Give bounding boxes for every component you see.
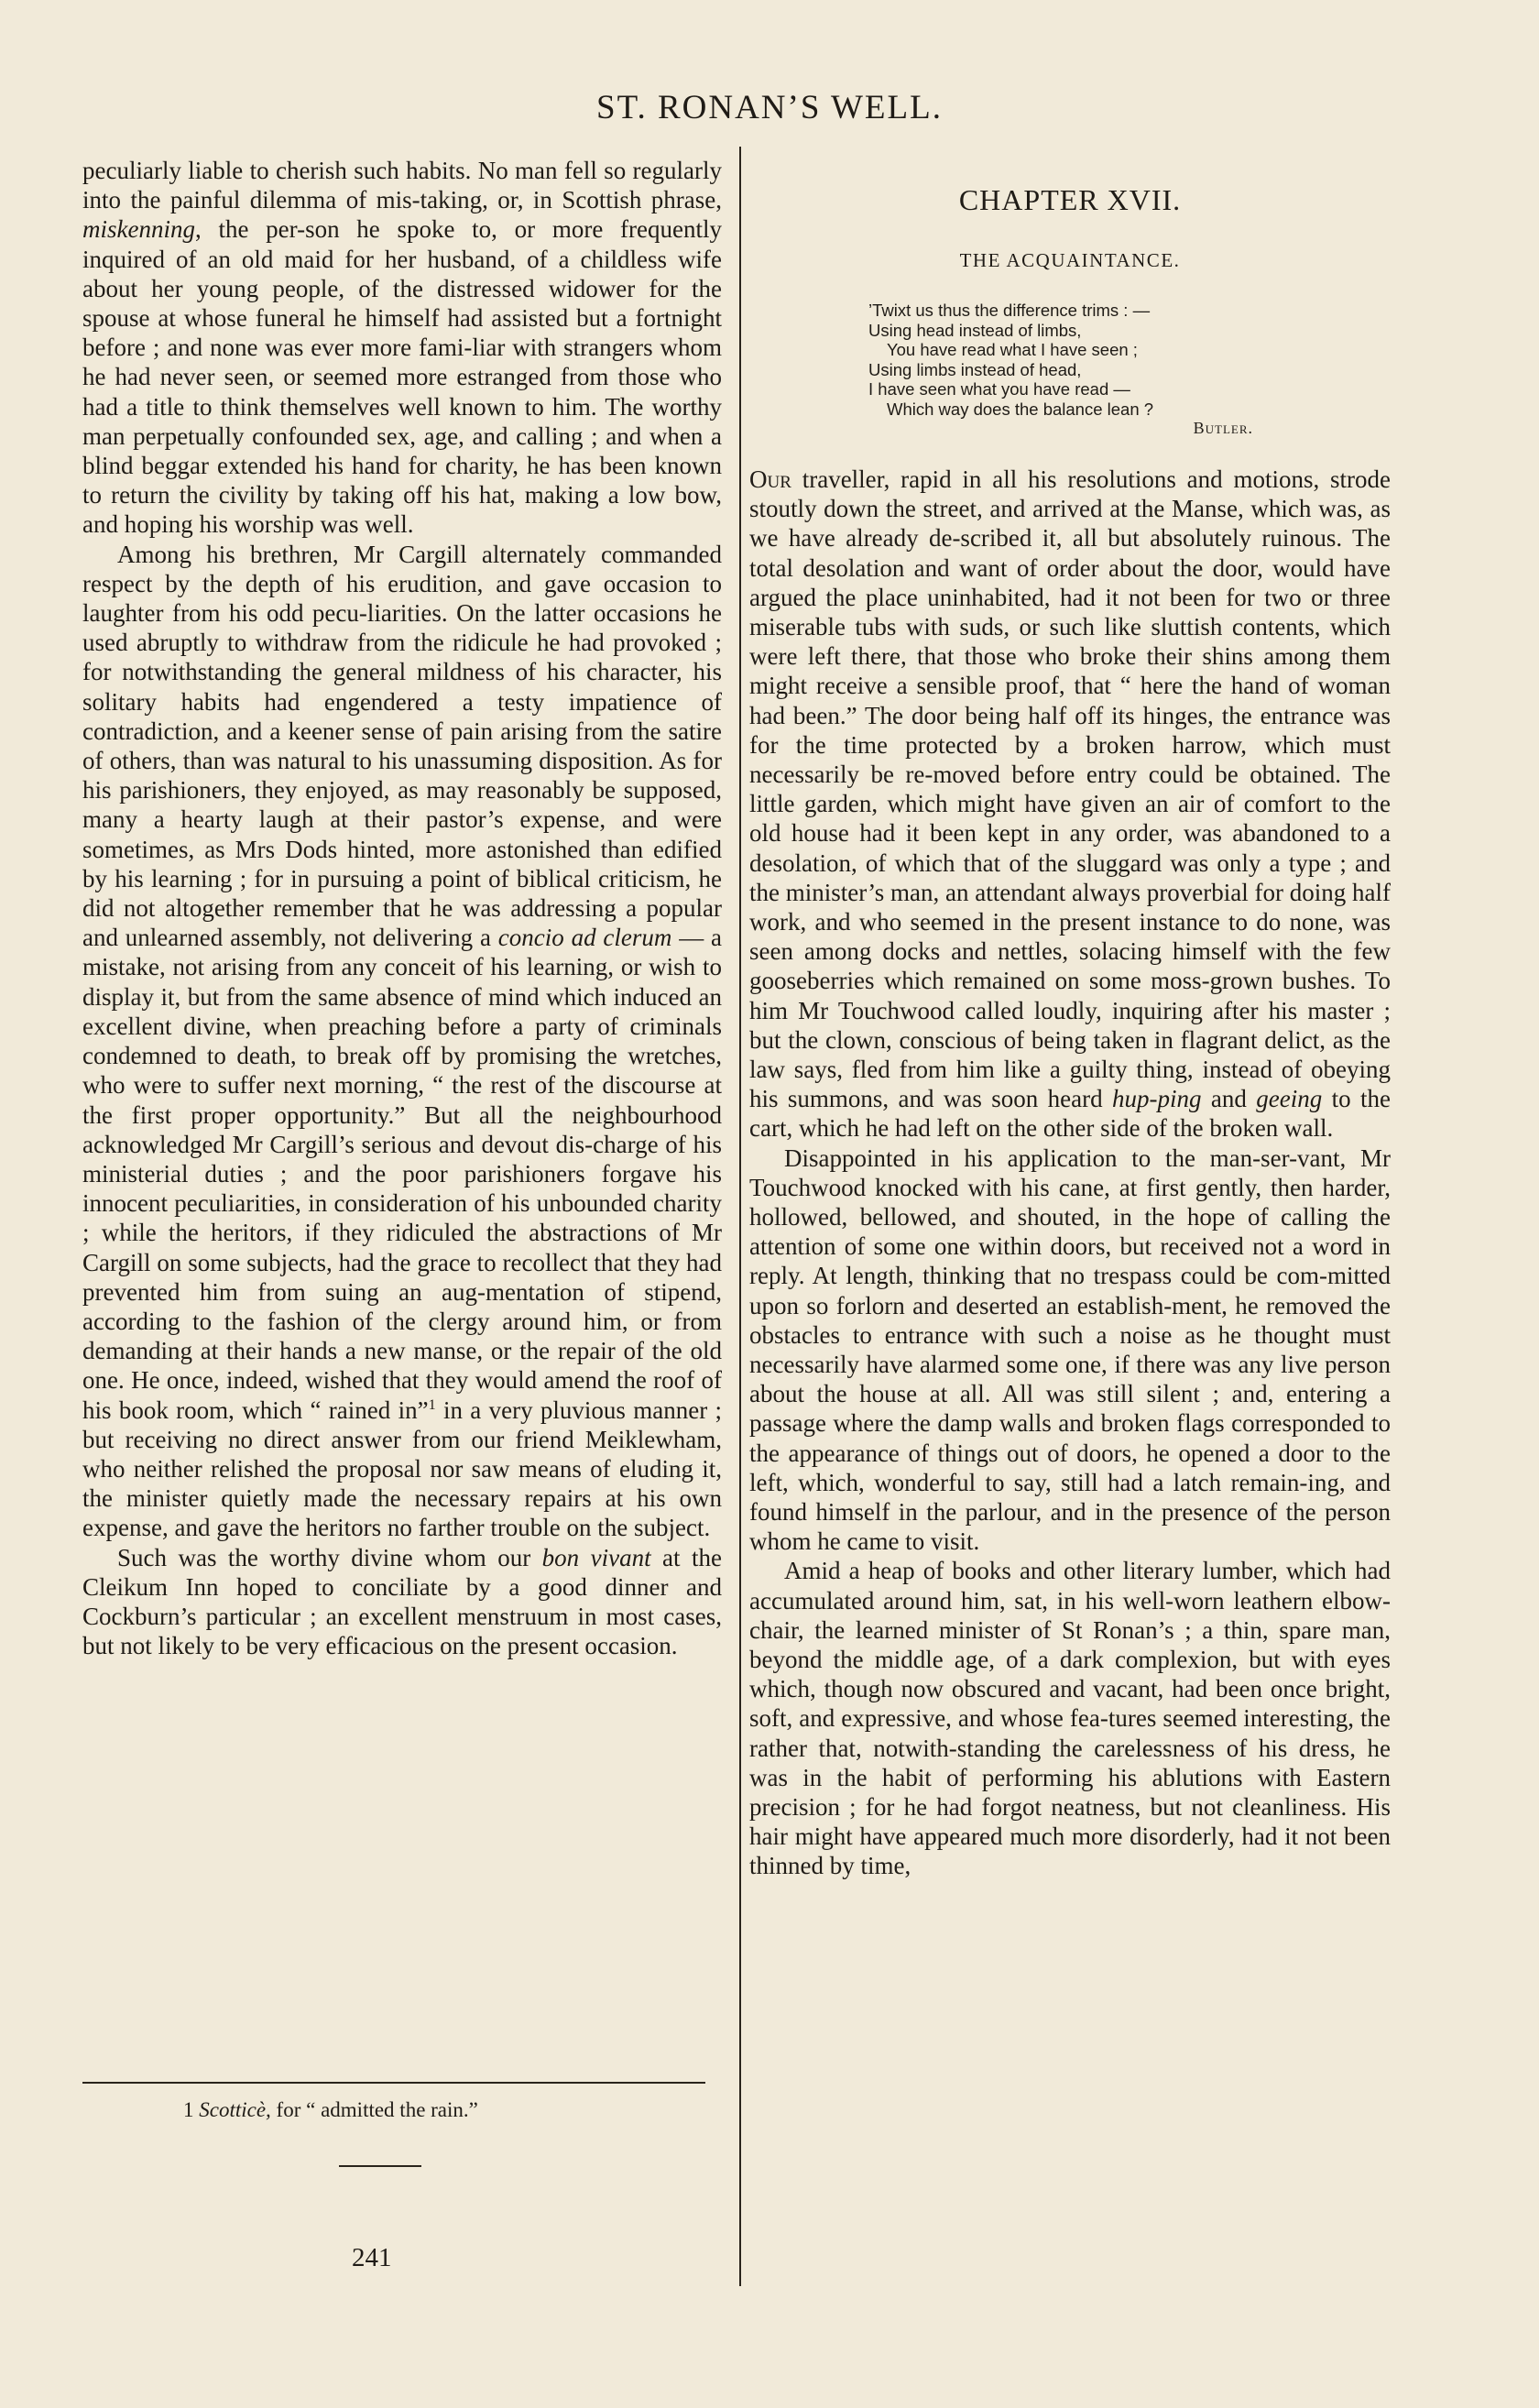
footnote-marker: 1 xyxy=(183,2098,194,2121)
epigraph xyxy=(868,301,1272,439)
paragraph xyxy=(82,1543,722,1661)
epigraph-line: ’Twixt us thus the difference trims : — xyxy=(868,301,1151,321)
epigraph-line: I have seen what you have read — xyxy=(868,379,1130,400)
chapter-title: CHAPTER XVII. xyxy=(958,183,1182,216)
epigraph-line: Using head instead of limbs, xyxy=(868,320,1082,340)
chapter-subtitle: THE ACQUAINTANCE. xyxy=(959,249,1181,272)
footnote-rule xyxy=(82,2082,705,2084)
paragraph xyxy=(82,540,722,1543)
paragraph xyxy=(749,465,1391,1144)
epigraph-line: You have read what I have seen ; xyxy=(887,340,1138,360)
text-run: in a very pluvious manner ; but receiving no direct answer from our friend Meiklewham, who neither relished the proposal nor saw means of eluding it, the minister quietly made the necessary repairs at his own expense, and gave the heritors no farther trouble on the subject. xyxy=(82,1396,723,1542)
italic-run: geeing xyxy=(1256,1085,1323,1113)
footnote-text: for “ admitted the rain.” xyxy=(270,2098,478,2121)
text-run: and xyxy=(1201,1085,1257,1113)
paragraph: Amid a heap of books and other literary lumber, which had accumulated around him, sat, in his well-worn leathern elbow-chair, the learned minister of St Ronan’s ; a thin, spare man, beyond the middle age, of a dark complexion, but with eyes which, though now obscured and vacant, had been once bright, soft, and expressive, and whose fea-tures seemed interesting, the rather that, notwith-standing the carelessness of his dress, he was in the habit of performing his ablutions with Eastern precision ; for he had forgot neatness, but not cleanliness. His hair might have appeared much more disorderly, had it not been thinned by time, xyxy=(749,1557,1391,1880)
epigraph-line: Using limbs instead of head, xyxy=(868,359,1082,379)
text-run: Such was the worthy divine whom our xyxy=(117,1543,542,1571)
text-run: Among his brethren, Mr Cargill alternately commanded respect by the depth of his erudition, and gave occasion to laughter from his odd pecu-liarities. On the latter occasions he used abruptly to withdraw from the ridicule he had provoked ; for notwithstanding the general mildness of his character, his solitary habits had engendered a testy impatience of contradiction, and a keener sense of pain arising from the satire of others, than was natural to his unassuming disposition. As for his parishioners, they enjoyed, as may reasonably be supposed, many a hearty laugh at their pastor’s expense, and were sometimes, as Mrs Dods hinted, more astonished than edified by his learning ; for in pursuing a point of biblical criticism, he did not altogether remember that he was addressing a popular and unlearned assembly, not delivering a xyxy=(82,540,722,952)
text-run: , the per-son he spoke to, or more frequently inquired of an old maid for her husband, of a childless wife about her young people, of the distressed widower for the spouse at whose funeral he himself had assisted but a fortnight before ; and none was ever more fami-liar with strangers whom he had never seen, or seemed more estranged from those who had a title to think themselves well known to him. The worthy man perpetually confounded sex, age, and calling ; and when a blind beggar extended his hand for charity, he has been known to return the civility by taking off his hat, making a low bow, and hoping his worship was well. xyxy=(82,215,722,539)
italic-run: hup-ping xyxy=(1112,1085,1202,1113)
epigraph-attribution: Butler. xyxy=(1193,419,1253,438)
drop-word: Our xyxy=(749,465,791,493)
paragraph: Disappointed in his application to the man-ser-vant, Mr Touchwood knocked with his cane, at first gently, then harder, hollowed, bellowed, and shouted, in the hope of calling the attention of some one within doors, but received not a word in reply. At length, thinking that no trespass could be com-mitted upon so forlorn and deserted an establish-ment, he removed the obstacles to entrance with such a noise as he thought must necessarily have alarmed some one, if there was any live person about the house at all. All was still silent ; and, entering a passage where the damp walls and broken flags corresponded to the appearance of things out of doors, he opened a door to the left, which, wonderful to say, still had a latch remain-ing, and found himself in the parlour, and in the presence of the person whom he came to visit. xyxy=(749,1144,1391,1556)
text-run: — a mistake, not arising from any conceit of his learning, or wish to display it, but from the same absence of mind which induced an excellent divine, when preaching before a party of criminals condemned to death, to break off by promising the wretches, who were to suffer next morning, “ the rest of the discourse at the first proper opportunity.” But all the neighbourhood acknowledged Mr Cargill’s serious and devout dis-charge of his ministerial duties ; and the poor parishioners forgave his innocent peculiarities, in consideration of his unbounded charity ; while the heritors, if they ridiculed the abstractions of Mr Cargill on some subjects, had the grace to recollect that they had prevented him from suing an aug-mentation of stipend, according to the fashion of the clergy around him, or from demanding at their hands a new manse, or the repair of the old one. He once, indeed, wished that they would amend the roof of his book room, which “ rained in” xyxy=(82,924,722,1424)
left-column xyxy=(82,156,722,1660)
text-run: peculiarly liable to cherish such habits. No man fell so regularly into the painful dilemma of mis-taking, or, in Scottish phrase, xyxy=(82,157,722,214)
footnote-label: Scotticè, xyxy=(199,2098,271,2121)
paragraph xyxy=(82,156,722,540)
footnote xyxy=(183,2098,641,2122)
page-number: 241 xyxy=(352,2243,392,2272)
italic-run: bon vivant xyxy=(541,1543,651,1571)
text-run: to the cart, which he had left on the other side of the broken wall. xyxy=(749,1085,1391,1143)
italic-run: concio ad clerum xyxy=(497,924,672,952)
right-column xyxy=(749,174,1391,1881)
running-header: ST. RONAN’S WELL. xyxy=(596,89,943,126)
epigraph-line: Which way does the balance lean ? xyxy=(887,399,1154,419)
end-rule xyxy=(339,2165,421,2167)
italic-run: miskenning xyxy=(82,215,195,244)
text-run: at the Cleikum Inn hoped to conciliate by a good dinner and Cockburn’s particular ; an excellent menstruum in most cases, but not likely to be very efficacious on the present occasion. xyxy=(82,1543,722,1660)
text-run: traveller, rapid in all his resolutions and motions, strode stoutly down the street, and arrived at the Manse, which was, as we have already de-scribed it, all but absolutely ruinous. The total desolation and want of order about the door, would have argued the place uninhabited, had it not been for two or three miserable tubs with suds, or such like sluttish contents, which were left there, that those who broke their shins among them might receive a sensible proof, that “ here the hand of woman had been.” The door being half off its hinges, the entrance was for the time protected by a broken harrow, which must necessarily be re-moved before entry could be obtained. The little garden, which might have given an air of comfort to the old house had it been kept in any order, was abandoned to a desolation, of which that of the sluggard was only a type ; and the minister’s man, an attendant always proverbial for doing half work, and who seemed in the present instance to do none, was seen among docks and nettles, solacing himself with the few gooseberries which remained on some moss-grown bushes. To him Mr Touchwood called loudly, inquiring after his master ; but the clown, conscious of being taken in flagrant delict, as the law says, fled from him like a guilty thing, instead of obeying his summons, and was soon heard xyxy=(749,465,1391,1113)
column-divider xyxy=(739,147,741,2286)
footnote-reference: 1 xyxy=(428,1396,436,1413)
